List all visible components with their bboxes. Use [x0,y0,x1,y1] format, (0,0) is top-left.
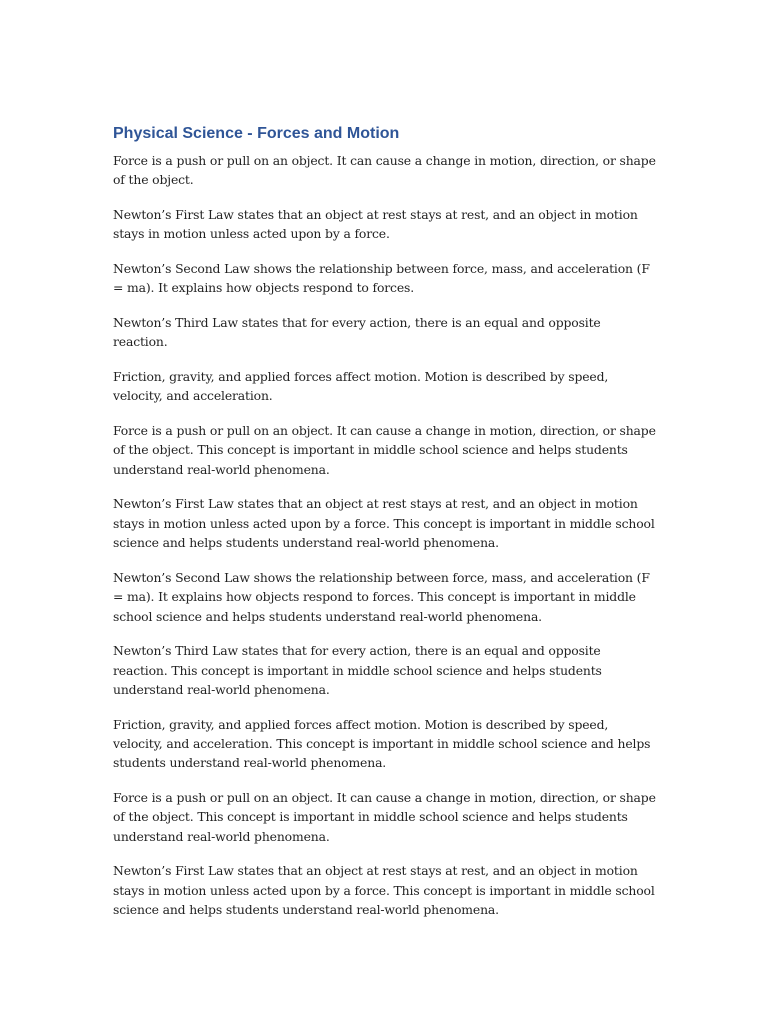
paragraph: Newton’s First Law states that an object at rest stays at rest, and an object in motion stays in motion unless acted upon by a force. This concept is important in middle school science and helps students understand real-world phenomena. [113,863,655,918]
document-title: Physical Science - Forces and Motion [113,125,400,142]
paragraph: Newton’s First Law states that an object at rest stays at rest, and an object in motion stays in motion unless acted upon by a force. [113,207,638,242]
paragraph: Newton’s Second Law shows the relationship between force, mass, and acceleration (F = ma). It explains how objects respond to forces. This concept is important in middle school science and helps students understand real-world phenomena. [113,569,650,624]
paragraph: Force is a push or pull on an object. It can cause a change in motion, direction, or shape of the object. This concept is important in middle school science and helps students understand real-world phenomena. [113,423,656,477]
paragraph: Newton’s First Law states that an object at rest stays at rest, and an object in motion stays in motion unless acted upon by a force. This concept is important in middle school science and helps students understand real-world phenomena. [113,496,655,551]
paragraph: Friction, gravity, and applied forces affect motion. Motion is described by speed, velocity, and acceleration. This concept is important in middle school science and helps students understand real-world phenomena. [113,716,651,771]
paragraph: Friction, gravity, and applied forces affect motion. Motion is described by speed, velocity, and acceleration. [113,369,609,404]
paragraph: Force is a push or pull on an object. It can cause a change in motion, direction, or shape of the object. [113,153,656,188]
paragraph: Newton’s Second Law shows the relationship between force, mass, and acceleration (F = ma). It explains how objects respond to forces. [113,261,650,296]
paragraph: Newton’s Third Law states that for every action, there is an equal and opposite reaction. [113,315,601,350]
paragraph: Force is a push or pull on an object. It can cause a change in motion, direction, or shape of the object. This concept is important in middle school science and helps students understand real-world phenomena. [113,790,656,844]
paragraph: Newton’s Third Law states that for every action, there is an equal and opposite reaction. This concept is important in middle school science and helps students understand real-world phenomena. [113,643,602,698]
document-page [113,122,658,935]
